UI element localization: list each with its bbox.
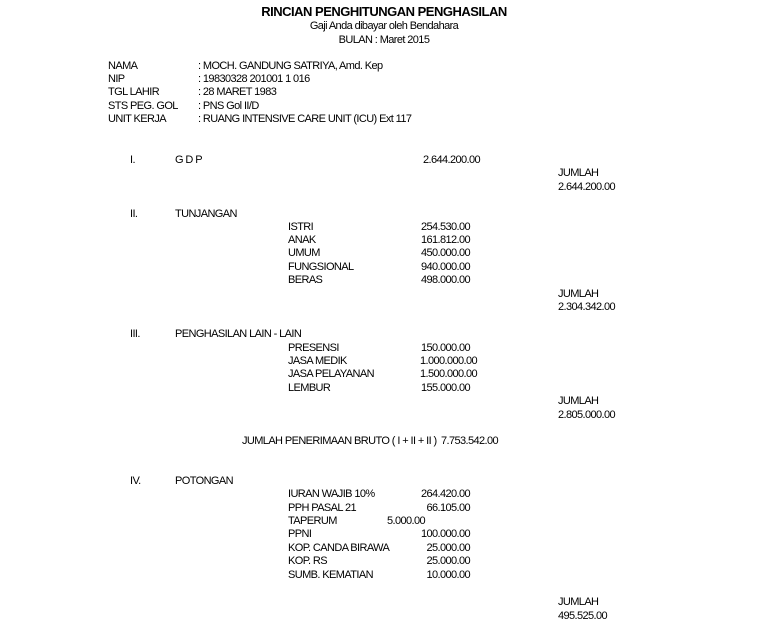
item-label: JASA MEDIK bbox=[288, 355, 347, 367]
section-title: TUNJANGAN bbox=[175, 208, 237, 220]
item-amount: 25.000.00 bbox=[426, 542, 470, 554]
item-label: KOP. RS bbox=[288, 555, 328, 567]
identity-value: : 19830328 201001 1 016 bbox=[198, 73, 310, 85]
total-label: JUMLAH bbox=[558, 596, 599, 608]
period-label: BULAN : Maret 2015 bbox=[338, 34, 430, 46]
total-label: JUMLAH bbox=[558, 167, 599, 179]
identity-label: NAMA bbox=[108, 60, 138, 72]
item-amount: 498.000.00 bbox=[420, 274, 470, 286]
item-label: LEMBUR bbox=[288, 382, 331, 394]
section-title: G D P bbox=[175, 154, 202, 166]
item-label: PPH PASAL 21 bbox=[288, 502, 357, 514]
item-label: BERAS bbox=[288, 274, 323, 286]
identity-value: : PNS Gol II/D bbox=[198, 100, 259, 112]
section-number: I. bbox=[130, 154, 135, 166]
item-amount: 25.000.00 bbox=[426, 555, 470, 567]
item-amount: 940.000.00 bbox=[420, 261, 470, 273]
section-title: POTONGAN bbox=[175, 475, 233, 487]
item-amount: 264.420.00 bbox=[420, 488, 470, 500]
item-amount: 161.812.00 bbox=[420, 234, 470, 246]
total-amount: 2.805.000.00 bbox=[558, 409, 616, 421]
item-amount: 450.000.00 bbox=[420, 247, 470, 259]
item-amount: 254.530.00 bbox=[420, 221, 470, 233]
item-amount: 66.105.00 bbox=[426, 502, 470, 514]
item-label: ANAK bbox=[288, 234, 316, 246]
item-label: TAPERUM bbox=[288, 515, 337, 527]
item-label: ISTRI bbox=[288, 221, 314, 233]
identity-label: STS PEG. GOL bbox=[108, 100, 178, 112]
bruto-label: JUMLAH PENERIMAAN BRUTO ( I + II + II ) bbox=[242, 435, 437, 447]
identity-label: TGL LAHIR bbox=[108, 86, 160, 98]
item-label: FUNGSIONAL bbox=[288, 261, 354, 273]
item-label: PRESENSI bbox=[288, 342, 339, 354]
item-label: UMUM bbox=[288, 247, 320, 259]
item-amount: 5.000.00 bbox=[386, 515, 425, 527]
section-number: II. bbox=[130, 208, 138, 220]
identity-label: UNIT KERJA bbox=[108, 113, 166, 125]
page-subtitle: Gaji Anda dibayar oleh Bendahara bbox=[309, 20, 459, 32]
item-amount: 150.000.00 bbox=[420, 342, 470, 354]
identity-value: : RUANG INTENSIVE CARE UNIT (ICU) Ext 117 bbox=[198, 113, 412, 125]
item-amount: 10.000.00 bbox=[426, 569, 470, 581]
item-label: JASA PELAYANAN bbox=[288, 368, 374, 380]
item-label: KOP. CANDA BIRAWA bbox=[288, 542, 390, 554]
item-amount: 100.000.00 bbox=[420, 528, 470, 540]
identity-value: : 28 MARET 1983 bbox=[198, 86, 277, 98]
total-amount: 495.525.00 bbox=[558, 610, 608, 622]
identity-label: NIP bbox=[108, 73, 125, 85]
item-label: SUMB. KEMATIAN bbox=[288, 569, 373, 581]
bruto-amount: 7.753.542.00 bbox=[441, 435, 499, 447]
page-title: RINCIAN PENGHITUNGAN PENGHASILAN bbox=[261, 4, 507, 19]
identity-value: : MOCH. GANDUNG SATRIYA, Amd. Kep bbox=[198, 60, 383, 72]
section-amount: 2.644.200.00 bbox=[423, 154, 481, 166]
total-label: JUMLAH bbox=[558, 288, 599, 300]
item-label: PPNI bbox=[288, 528, 312, 540]
section-title: PENGHASILAN LAIN - LAIN bbox=[175, 328, 302, 340]
section-number: IV. bbox=[130, 475, 141, 487]
total-amount: 2.304.342.00 bbox=[558, 301, 616, 313]
item-amount: 1.000.000.00 bbox=[419, 355, 477, 367]
item-amount: 1.500.000.00 bbox=[419, 368, 477, 380]
section-number: III. bbox=[130, 328, 140, 340]
total-label: JUMLAH bbox=[558, 395, 599, 407]
item-amount: 155.000.00 bbox=[420, 382, 470, 394]
total-amount: 2.644.200.00 bbox=[558, 181, 616, 193]
item-label: IURAN WAJIB 10% bbox=[288, 488, 375, 500]
